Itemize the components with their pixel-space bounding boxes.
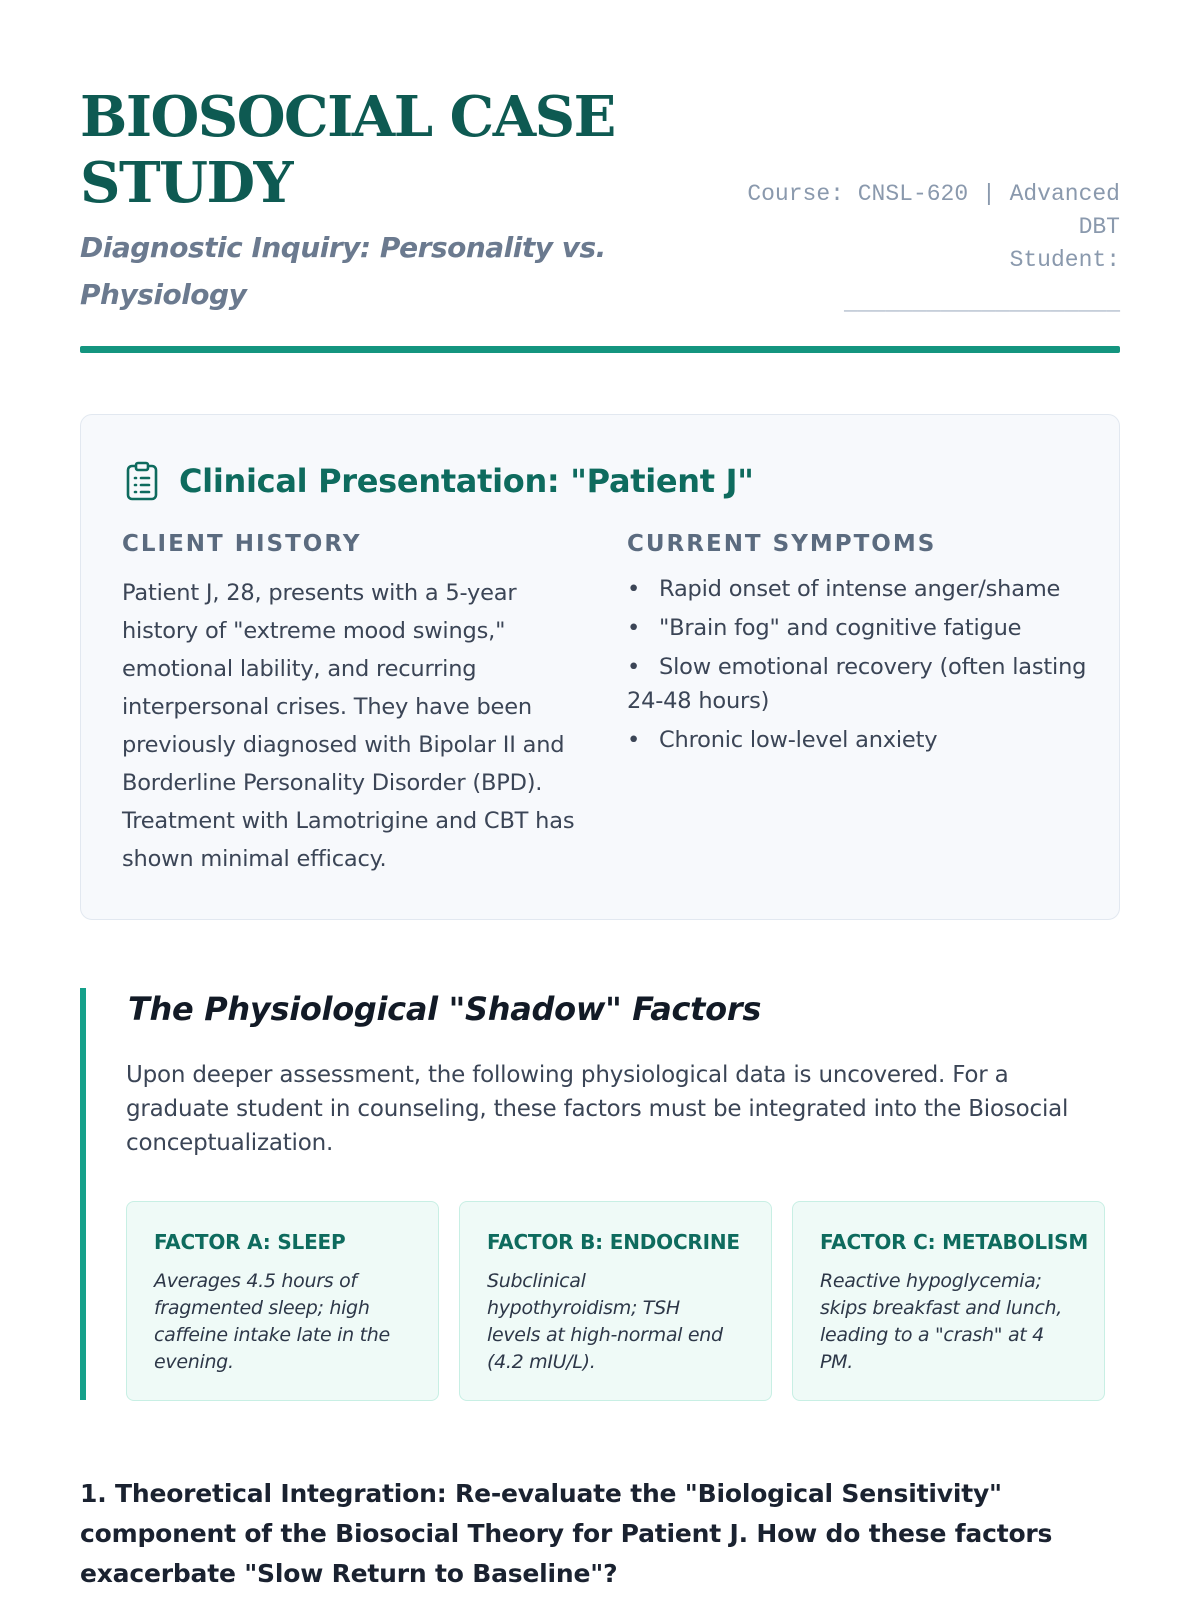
header-divider: [80, 346, 1120, 353]
bullet-icon: •: [627, 615, 641, 641]
card-header: [125, 459, 754, 503]
factor-text: Reactive hypoglycemia; skips breakfast and lunch, leading to a "crash" at 4 PM.: [820, 1270, 1062, 1373]
list-item: [627, 650, 1087, 718]
list-item: [627, 723, 1087, 757]
page-subtitle: Diagnostic Inquiry: Personality vs. Physiology: [80, 231, 606, 311]
factor-title: FACTOR A: SLEEP: [154, 1230, 346, 1254]
course-line-continued: DBT: [1078, 214, 1120, 240]
factor-title: FACTOR C: METABOLISM: [820, 1230, 1089, 1254]
factor-card-sleep: [126, 1201, 439, 1401]
student-name-field[interactable]: ____________________: [843, 290, 1120, 316]
student-label: Student:: [1009, 247, 1120, 273]
section-intro: Upon deeper assessment, the following physiological data is uncovered. For a graduate student in counseling, these factors must be integrated into the Biosocial conceptualization.: [126, 1062, 1069, 1156]
bullet-icon: •: [627, 727, 641, 753]
page-title: BIOSOCIAL CASE STUDY: [80, 84, 615, 216]
bullet-icon: •: [627, 576, 641, 602]
symptoms-list: [627, 572, 1087, 757]
client-history-column: [122, 531, 582, 878]
symptom-text: Rapid onset of intense anger/shame: [659, 576, 1061, 602]
factor-card-metabolism: [792, 1201, 1105, 1401]
bullet-icon: •: [627, 654, 641, 680]
section-accent-bar: [80, 988, 86, 1400]
current-symptoms-column: [627, 531, 1087, 762]
symptom-text: Chronic low-level anxiety: [659, 727, 938, 753]
client-history-text: Patient J, 28, presents with a 5-year history of "extreme mood swings," emotional lability, and recurring interpersonal crises. They have been previously diagnosed with Bipolar II and Borderline Personality Disorder (BPD). Treatment with Lamotrigine and CBT has shown minimal efficacy.: [122, 580, 575, 872]
card-title: Clinical Presentation: "Patient J": [179, 462, 754, 500]
factor-card-endocrine: [459, 1201, 772, 1401]
client-history-label: CLIENT HISTORY: [122, 531, 362, 557]
factor-cards: [126, 1201, 1120, 1401]
current-symptoms-label: CURRENT SYMPTOMS: [627, 531, 937, 557]
shadow-factors-section: [80, 988, 1120, 1400]
factor-text: Averages 4.5 hours of fragmented sleep; high caffeine intake late in the evening.: [154, 1270, 390, 1373]
header: [80, 80, 1120, 360]
symptom-text: Slow emotional recovery (often lasting 24-48 hours): [627, 654, 1087, 714]
symptom-text: "Brain fog" and cognitive fatigue: [659, 615, 1022, 641]
clipboard-icon: [125, 461, 159, 501]
list-item: [627, 572, 1087, 606]
section-title: The Physiological "Shadow" Factors: [128, 990, 762, 1028]
list-item: [627, 611, 1087, 645]
worksheet-page: [80, 0, 1120, 1600]
course-meta: [700, 178, 1120, 320]
factor-text: Subclinical hypothyroidism; TSH levels at high-normal end (4.2 mIU/L).: [487, 1270, 723, 1373]
factor-title: FACTOR B: ENDOCRINE: [487, 1230, 740, 1254]
course-line: Course: CNSL-620 | Advanced: [747, 181, 1120, 207]
clinical-presentation-card: [80, 414, 1120, 920]
question-1: 1. Theoretical Integration: Re-evaluate the "Biological Sensitivity" component of the Biosocial Theory for Patient J. How do these factors exacerbate "Slow Return to Baseline"?: [80, 1479, 1053, 1588]
